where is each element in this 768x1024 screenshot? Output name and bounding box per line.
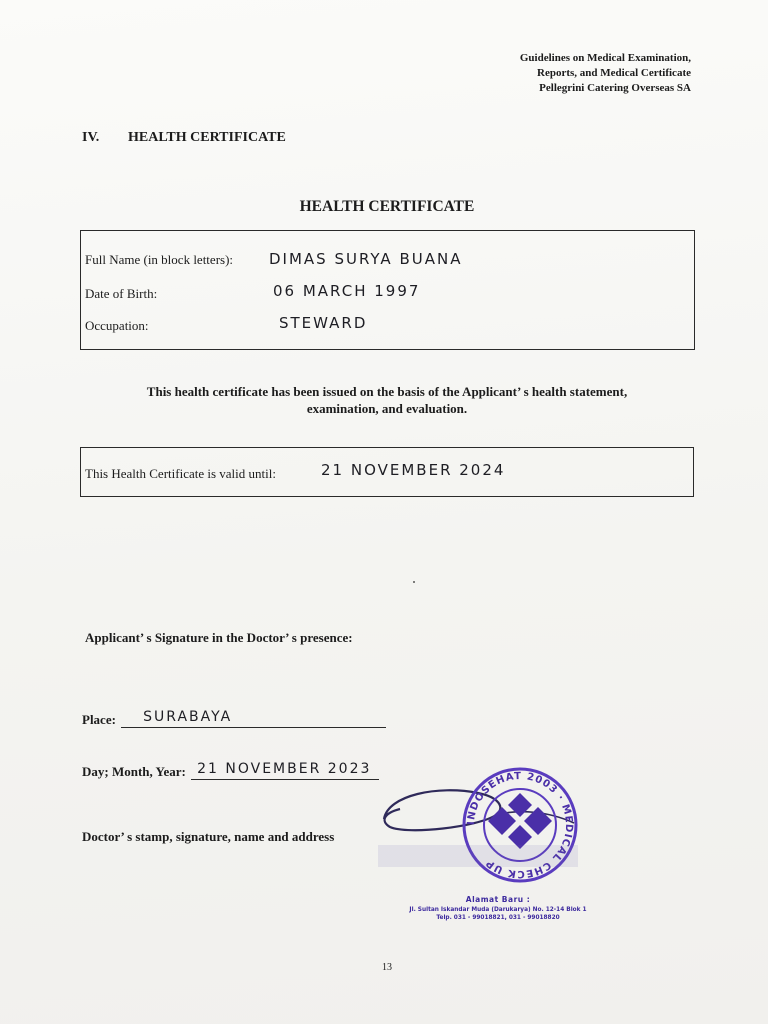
applicant-info-box [80,230,695,350]
place-label: Place: [82,712,116,727]
full-name-label: Full Name (in block letters): [85,252,234,267]
validity-box [80,447,694,497]
place-line [121,706,386,728]
paper-speck [413,581,415,583]
stamp-ring-text: INDOSEHAT 2003 · MEDICAL CHECK UP [465,770,575,880]
date-signed-label: Day; Month, Year: [82,764,186,779]
section-heading [82,130,286,146]
doctor-stamp-label: Doctor’ s stamp, signature, name and address [82,829,335,844]
occupation-label: Occupation: [85,318,149,333]
validity-value: 21 NOVEMBER 2024 [321,461,506,479]
guidelines-line-1: Guidelines on Medical Examination, [519,52,691,64]
stamp-address-line-3: Telp. 031 - 99018821, 031 - 99018820 [436,915,560,921]
place-value: SURABAYA [143,709,233,725]
guidelines-header [520,51,691,96]
dob-value: 06 MARCH 1997 [273,282,421,300]
date-signed-line [191,758,379,780]
place-field [82,706,386,728]
full-name-value: DIMAS SURYA BUANA [269,250,463,268]
guidelines-line-2: Reports, and Medical Certificate [537,67,691,79]
certificate-title: HEALTH CERTIFICATE [299,198,475,215]
date-signed-value: 21 NOVEMBER 2023 [197,761,372,777]
section-title: HEALTH CERTIFICATE [128,130,286,145]
guidelines-line-3: Pellegrini Catering Overseas SA [539,82,691,94]
page-number: 13 [382,962,392,973]
stamp-address-line-1: Alamat Baru : [465,895,531,904]
basis-line-1: This health certificate has been issued on the basis of the Applicant’ s health statement, [146,384,628,399]
applicant-signature-label: Applicant’ s Signature in the Doctor’ s presence: [85,630,353,645]
stamp-address [388,895,608,921]
basis-statement [0,383,768,417]
validity-label: This Health Certificate is valid until: [85,466,276,481]
dob-label: Date of Birth: [85,286,158,301]
section-number: IV. [82,130,100,145]
stamp-address-line-2: Jl. Sultan Iskandar Muda (Darukarya) No. 12-14 Blok 1 [409,907,587,913]
occupation-value: STEWARD [279,314,368,332]
date-signed-field [82,758,379,780]
basis-line-2: examination, and evaluation. [306,401,468,416]
